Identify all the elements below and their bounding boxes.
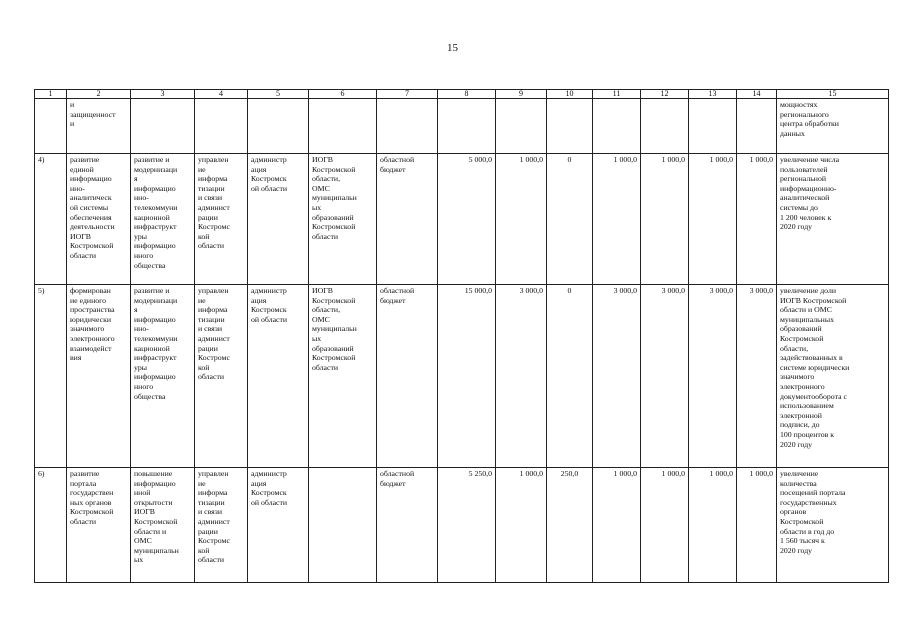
table-row <box>35 285 889 468</box>
column-number: 5 <box>248 90 309 99</box>
row-number: 4) <box>35 154 67 285</box>
column-number: 4 <box>195 90 248 99</box>
funding-source: областной бюджет <box>380 155 415 174</box>
year-amount: 3 000,0 <box>593 285 641 468</box>
total-amount <box>438 99 496 154</box>
activity-goal: развитие и модернизаци я информацио нно- телекоммуни кационной инфраструкт уры информацио нного общества <box>134 155 178 270</box>
funding-source: областной бюджет <box>380 469 415 488</box>
column-number: 10 <box>547 90 593 99</box>
column-number: 13 <box>689 90 737 99</box>
row-number <box>35 99 67 154</box>
year-amount: 0 <box>547 154 593 285</box>
year-amount: 1 000,0 <box>689 154 737 285</box>
participants: ИОГВ Костромской области, ОМС муниципальн ых образований Костромской области <box>312 286 357 372</box>
coexecutor: администр ация Костромск ой области <box>251 286 288 324</box>
activity-name: формирован ие единого пространства юридически значимого электронного взаимодейст вия <box>70 286 115 363</box>
activity-goal: повышение информацио нной открытости ИОГВ Костромской области и ОМС муниципальн ых <box>134 469 179 565</box>
executor: управлен ие информа тизации и связи админист рации Костромс кой области <box>198 286 230 382</box>
year-amount: 1 000,0 <box>737 468 777 583</box>
year-amount: 1 000,0 <box>593 468 641 583</box>
column-number: 15 <box>777 90 889 99</box>
column-number: 14 <box>737 90 777 99</box>
executor: управлен ие информа тизации и связи админист рации Костромс кой области <box>198 469 230 565</box>
year-amount <box>641 99 689 154</box>
total-amount: 5 250,0 <box>438 468 496 583</box>
year-amount: 0 <box>547 285 593 468</box>
table-row <box>35 154 889 285</box>
table-row <box>35 99 889 154</box>
executor: управлен ие информа тизации и связи админист рации Костромс кой области <box>198 155 230 251</box>
year-amount <box>593 99 641 154</box>
year-amount: 1 000,0 <box>641 468 689 583</box>
expected-result: мощностях регионального центра обработки данных <box>780 100 839 138</box>
year-amount: 3 000,0 <box>737 285 777 468</box>
year-amount <box>737 99 777 154</box>
expected-result: увеличение числа пользователей региональной информационно- аналитической системы до 1 200 человек к 2020 году <box>780 155 840 232</box>
column-number: 7 <box>377 90 438 99</box>
year-amount: 1 000,0 <box>641 154 689 285</box>
total-amount: 15 000,0 <box>438 285 496 468</box>
column-number: 2 <box>67 90 131 99</box>
column-number: 1 <box>35 90 67 99</box>
year-amount <box>547 99 593 154</box>
year-amount: 1 000,0 <box>737 154 777 285</box>
year-amount: 250,0 <box>547 468 593 583</box>
year-amount: 1 000,0 <box>689 468 737 583</box>
year-amount: 1 000,0 <box>593 154 641 285</box>
funding-source: областной бюджет <box>380 286 415 305</box>
table-row <box>35 468 889 583</box>
coexecutor: администр ация Костромск ой области <box>251 469 288 507</box>
expected-result: увеличение доли ИОГВ Костромской области и ОМС муниципальных образований Костромской области, задействованных в системе юридически значимого электронного документооборота с использованием электронной подписи, до 100 процентов к 2020 году <box>780 286 850 449</box>
year-amount: 3 000,0 <box>496 285 547 468</box>
activity-name: развитие единой информацио нно- аналитическ ой системы обеспечения деятельности ИОГВ Костромской области <box>70 155 115 260</box>
year-amount <box>689 99 737 154</box>
year-amount: 1 000,0 <box>496 154 547 285</box>
activity-name: развитие портала государствен ных органов Костромской области <box>70 469 114 526</box>
expected-result: увеличение количества посещений портала государственных органов Костромской области в год до 1 560 тысяч к 2020 году <box>780 469 846 555</box>
row-number: 5) <box>35 285 67 468</box>
year-amount: 1 000,0 <box>496 468 547 583</box>
year-amount: 3 000,0 <box>641 285 689 468</box>
column-numbers-row <box>35 90 889 99</box>
year-amount: 3 000,0 <box>689 285 737 468</box>
column-number: 6 <box>309 90 377 99</box>
activity-name: и защищенност и <box>70 100 116 129</box>
column-number: 8 <box>438 90 496 99</box>
page-number: 15 <box>447 42 458 54</box>
participants: ИОГВ Костромской области, ОМС муниципальн ых образований Костромской области <box>312 155 357 241</box>
year-amount <box>496 99 547 154</box>
column-number: 11 <box>593 90 641 99</box>
total-amount: 5 000,0 <box>438 154 496 285</box>
row-number: 6) <box>35 468 67 583</box>
activity-goal: развитие и модернизаци я информацио нно- телекоммуни кационной инфраструкт уры информацио нного общества <box>134 286 178 401</box>
program-activities-table <box>34 89 889 583</box>
column-number: 9 <box>496 90 547 99</box>
column-number: 3 <box>131 90 195 99</box>
column-number: 12 <box>641 90 689 99</box>
coexecutor: администр ация Костромск ой области <box>251 155 288 193</box>
